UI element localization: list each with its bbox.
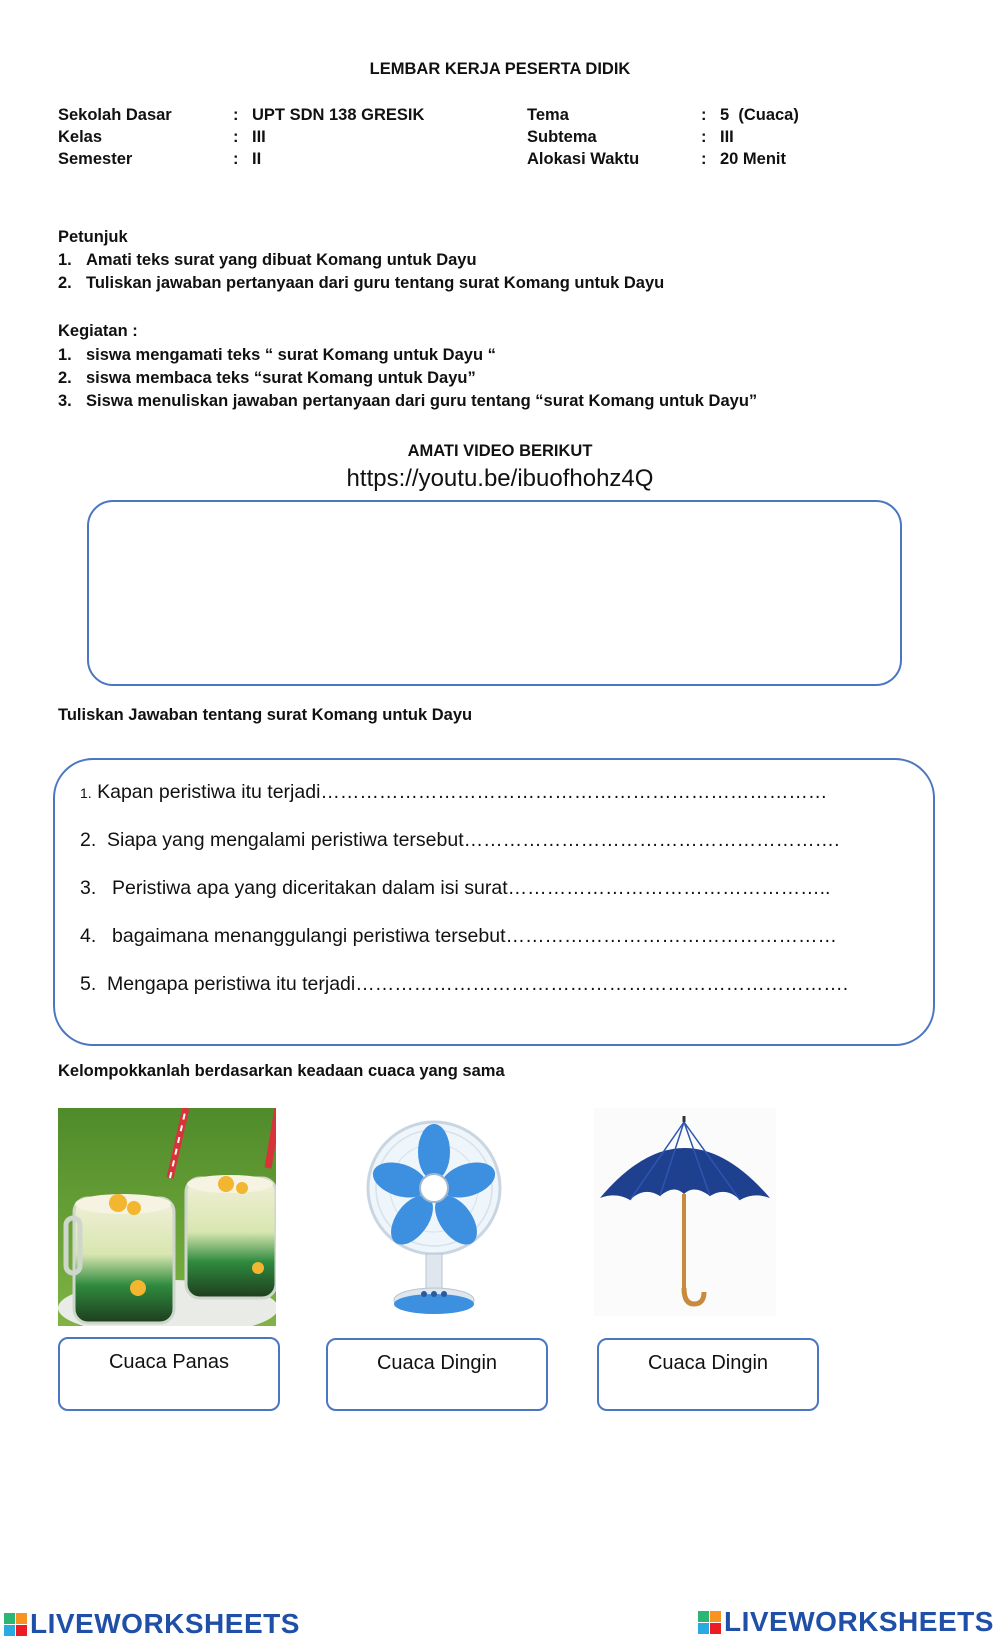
question-3[interactable]	[80, 877, 830, 900]
meta-sep: :	[233, 128, 239, 146]
worksheet-title: LEMBAR KERJA PESERTA DIDIK	[369, 60, 631, 78]
grouping-heading: Kelompokkanlah berdasarkan keadaan cuaca yang sama	[58, 1062, 505, 1080]
question-4[interactable]	[80, 925, 837, 948]
iced-drink-image[interactable]	[58, 1108, 276, 1326]
fan-image[interactable]	[326, 1108, 538, 1318]
weather-label-text: Cuaca Dingin	[647, 1352, 769, 1374]
meta-label-subtheme: Subtema	[527, 128, 597, 146]
umbrella-image[interactable]	[594, 1108, 776, 1316]
meta-value-theme: 5 (Cuaca)	[720, 106, 799, 124]
question-text: Siapa yang mengalami peristiwa tersebut………………………………………………….	[107, 829, 840, 851]
kegiatan-item-number: 1.	[58, 346, 72, 364]
meta-sep: :	[701, 106, 707, 124]
kegiatan-item-number: 2.	[58, 369, 72, 387]
question-number: 5.	[80, 973, 97, 995]
meta-sep: :	[701, 150, 707, 168]
meta-label-class: Kelas	[58, 128, 103, 146]
weather-label-box-3[interactable]	[597, 1338, 819, 1411]
liveworksheets-mark-icon	[4, 1613, 27, 1636]
iced-drink-illustration	[58, 1108, 276, 1326]
liveworksheets-wordmark: LIVEWORKSHEETS	[724, 1606, 994, 1637]
petunjuk-item-text: Amati teks surat yang dibuat Komang untuk Dayu	[86, 251, 477, 269]
petunjuk-item-text: Tuliskan jawaban pertanyaan dari guru tentang surat Komang untuk Dayu	[86, 274, 665, 292]
kegiatan-item	[58, 392, 757, 411]
question-text: Kapan peristiwa itu terjadi……………………………………………………………………	[97, 781, 828, 803]
video-heading: AMATI VIDEO BERIKUT	[407, 442, 593, 460]
meta-sep: :	[233, 150, 239, 168]
kegiatan-item-number: 3.	[58, 392, 72, 410]
liveworksheets-mark-icon	[698, 1611, 721, 1634]
petunjuk-item	[58, 274, 664, 293]
liveworksheets-wordmark: LIVEWORKSHEETS	[30, 1608, 300, 1639]
meta-value-school: UPT SDN 138 GRESIK	[252, 106, 425, 124]
petunjuk-item-number: 1.	[58, 251, 72, 269]
question-5[interactable]	[80, 973, 848, 996]
question-text: bagaimana menanggulangi peristiwa tersebut……………………………………………	[112, 925, 838, 947]
question-text: Peristiwa apa yang diceritakan dalam isi surat…………………………………………..	[112, 877, 831, 899]
question-2[interactable]	[80, 829, 840, 852]
kegiatan-item-text: siswa mengamati teks “ surat Komang untuk Dayu “	[86, 346, 496, 364]
meta-value-semester: II	[252, 150, 262, 168]
question-number: 1.	[80, 785, 92, 801]
kegiatan-item	[58, 369, 476, 388]
liveworksheets-logo-left[interactable]	[4, 1608, 300, 1640]
video-link[interactable]: https://youtu.be/ibuofhohz4Q	[346, 465, 654, 492]
meta-label-semester: Semester	[58, 150, 133, 168]
liveworksheets-logo-right[interactable]	[698, 1606, 994, 1638]
meta-label-time: Alokasi Waktu	[527, 150, 640, 168]
meta-label-school: Sekolah Dasar	[58, 106, 172, 124]
video-embed-box[interactable]	[87, 500, 902, 686]
weather-label-box-2[interactable]	[326, 1338, 548, 1411]
weather-label-text: Cuaca Dingin	[376, 1352, 498, 1374]
meta-label-theme: Tema	[527, 106, 569, 124]
petunjuk-heading: Petunjuk	[58, 228, 128, 246]
question-number: 3.	[80, 877, 97, 899]
petunjuk-item-number: 2.	[58, 274, 72, 292]
meta-sep: :	[233, 106, 239, 124]
meta-sep: :	[701, 128, 707, 146]
petunjuk-item	[58, 251, 477, 270]
meta-value-subtheme: III	[720, 128, 734, 146]
kegiatan-item-text: siswa membaca teks “surat Komang untuk Dayu”	[86, 369, 476, 387]
kegiatan-item	[58, 346, 496, 365]
question-1[interactable]	[80, 781, 827, 804]
answers-heading: Tuliskan Jawaban tentang surat Komang untuk Dayu	[58, 706, 473, 724]
question-number: 4.	[80, 925, 97, 947]
fan-illustration	[326, 1108, 538, 1318]
weather-label-box-1[interactable]	[58, 1337, 280, 1411]
meta-value-class: III	[252, 128, 266, 146]
question-number: 2.	[80, 829, 97, 851]
meta-value-time: 20 Menit	[720, 150, 787, 168]
kegiatan-item-text: Siswa menuliskan jawaban pertanyaan dari guru tentang “surat Komang untuk Dayu”	[86, 392, 758, 410]
kegiatan-heading: Kegiatan :	[58, 322, 138, 340]
weather-label-text: Cuaca Panas	[108, 1351, 230, 1373]
question-text: Mengapa peristiwa itu terjadi………………………………………………………………….	[107, 973, 849, 995]
umbrella-illustration	[594, 1108, 776, 1316]
